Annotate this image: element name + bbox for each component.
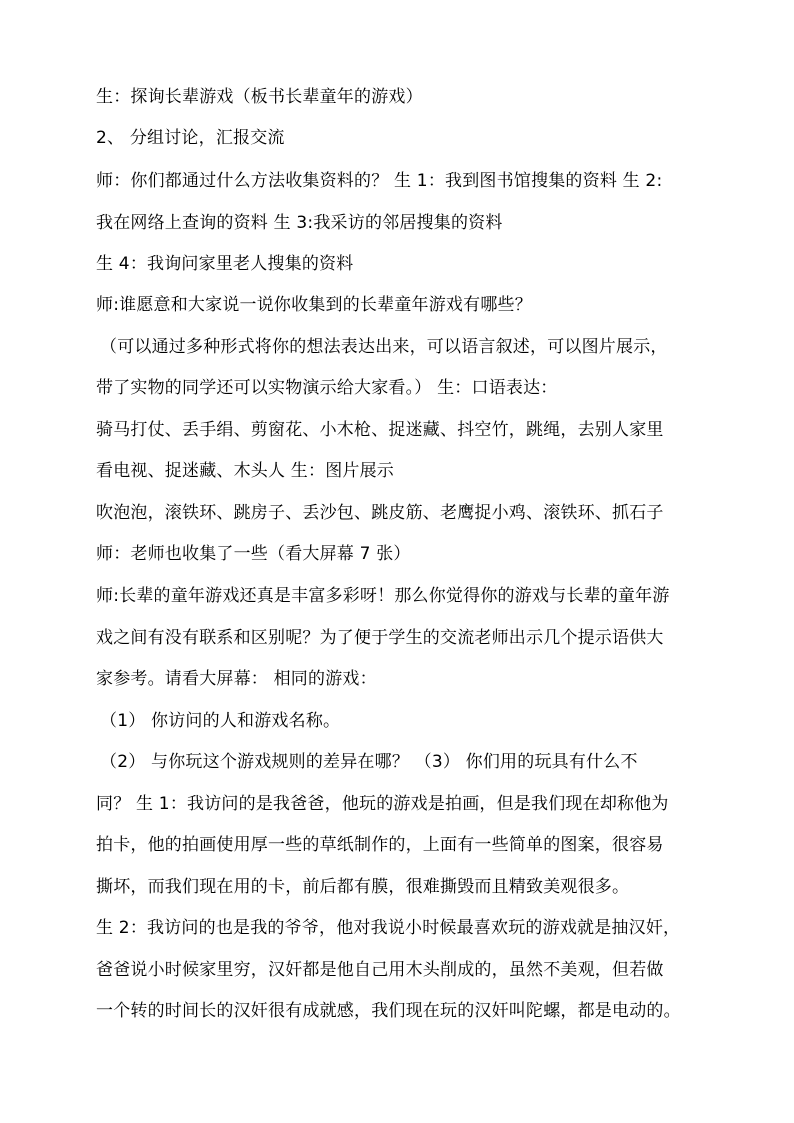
text-line: 2、 分组讨论，汇报交流 bbox=[96, 128, 285, 148]
text-line: （1） 你访问的人和游戏名称。 bbox=[100, 711, 341, 731]
text-line: 师：老师也收集了一些（看大屏幕 7 张） bbox=[96, 544, 411, 564]
text-line: 骑马打仗、丢手绢、剪窗花、小木枪、捉迷藏、抖空竹，跳绳，去别人家里 bbox=[96, 420, 664, 440]
text-line: 我在网络上查询的资料 生 3:我采访的邻居搜集的资料 bbox=[96, 213, 503, 233]
text-line: 生 2：我访问的也是我的爷爷，他对我说小时候最喜欢玩的游戏就是抽汉奸， bbox=[96, 918, 681, 938]
text-line: 看电视、捉迷藏、木头人 生：图片展示 bbox=[96, 461, 395, 481]
text-line: 一个转的时间长的汉奸很有成就感，我们现在玩的汉奸叫陀螺，都是电动的。 bbox=[96, 1001, 681, 1021]
text-line: （2） 与你玩这个游戏规则的差异在哪？ （3） 你们用的玩具有什么不 bbox=[100, 752, 638, 772]
text-line: 生：探询长辈游戏（板书长辈童年的游戏） bbox=[96, 87, 423, 107]
text-line: 吹泡泡，滚铁环、跳房子、丢沙包、跳皮筋、老鹰捉小鸡、滚铁环、抓石子 bbox=[96, 503, 664, 523]
text-line: 戏之间有没有联系和区别呢？为了便于学生的交流老师出示几个提示语供大 bbox=[96, 628, 664, 648]
text-line: 家参考。请看大屏幕： 相同的游戏： bbox=[96, 669, 377, 689]
text-line: 同？ 生 1：我访问的是我爸爸，他玩的游戏是拍画，但是我们现在却称他为 bbox=[96, 794, 669, 814]
text-line: 带了实物的同学还可以实物演示给大家看。） 生：口语表达： bbox=[96, 378, 558, 398]
text-line: 生 4：我询问家里老人搜集的资料 bbox=[96, 254, 354, 274]
text-line: 拍卡，他的拍画使用厚一些的草纸制作的，上面有一些简单的图案，很容易 bbox=[96, 835, 664, 855]
text-line: 师：你们都通过什么方法收集资料的？ 生 1：我到图书馆搜集的资料 生 2: bbox=[96, 171, 663, 191]
text-line: 师:谁愿意和大家说一说你收集到的长辈童年游戏有哪些？ bbox=[96, 295, 532, 315]
text-line: （可以通过多种形式将你的想法表达出来，可以语言叙述，可以图片展示， bbox=[100, 337, 668, 357]
text-line: 爸爸说小时候家里穷，汉奸都是他自己用木头削成的，虽然不美观，但若做 bbox=[96, 960, 664, 980]
text-line: 师:长辈的童年游戏还真是丰富多彩呀！那么你觉得你的游戏与长辈的童年游 bbox=[96, 586, 670, 606]
text-line: 撕坏，而我们现在用的卡，前后都有膜，很难撕毁而且精致美观很多。 bbox=[96, 877, 630, 897]
